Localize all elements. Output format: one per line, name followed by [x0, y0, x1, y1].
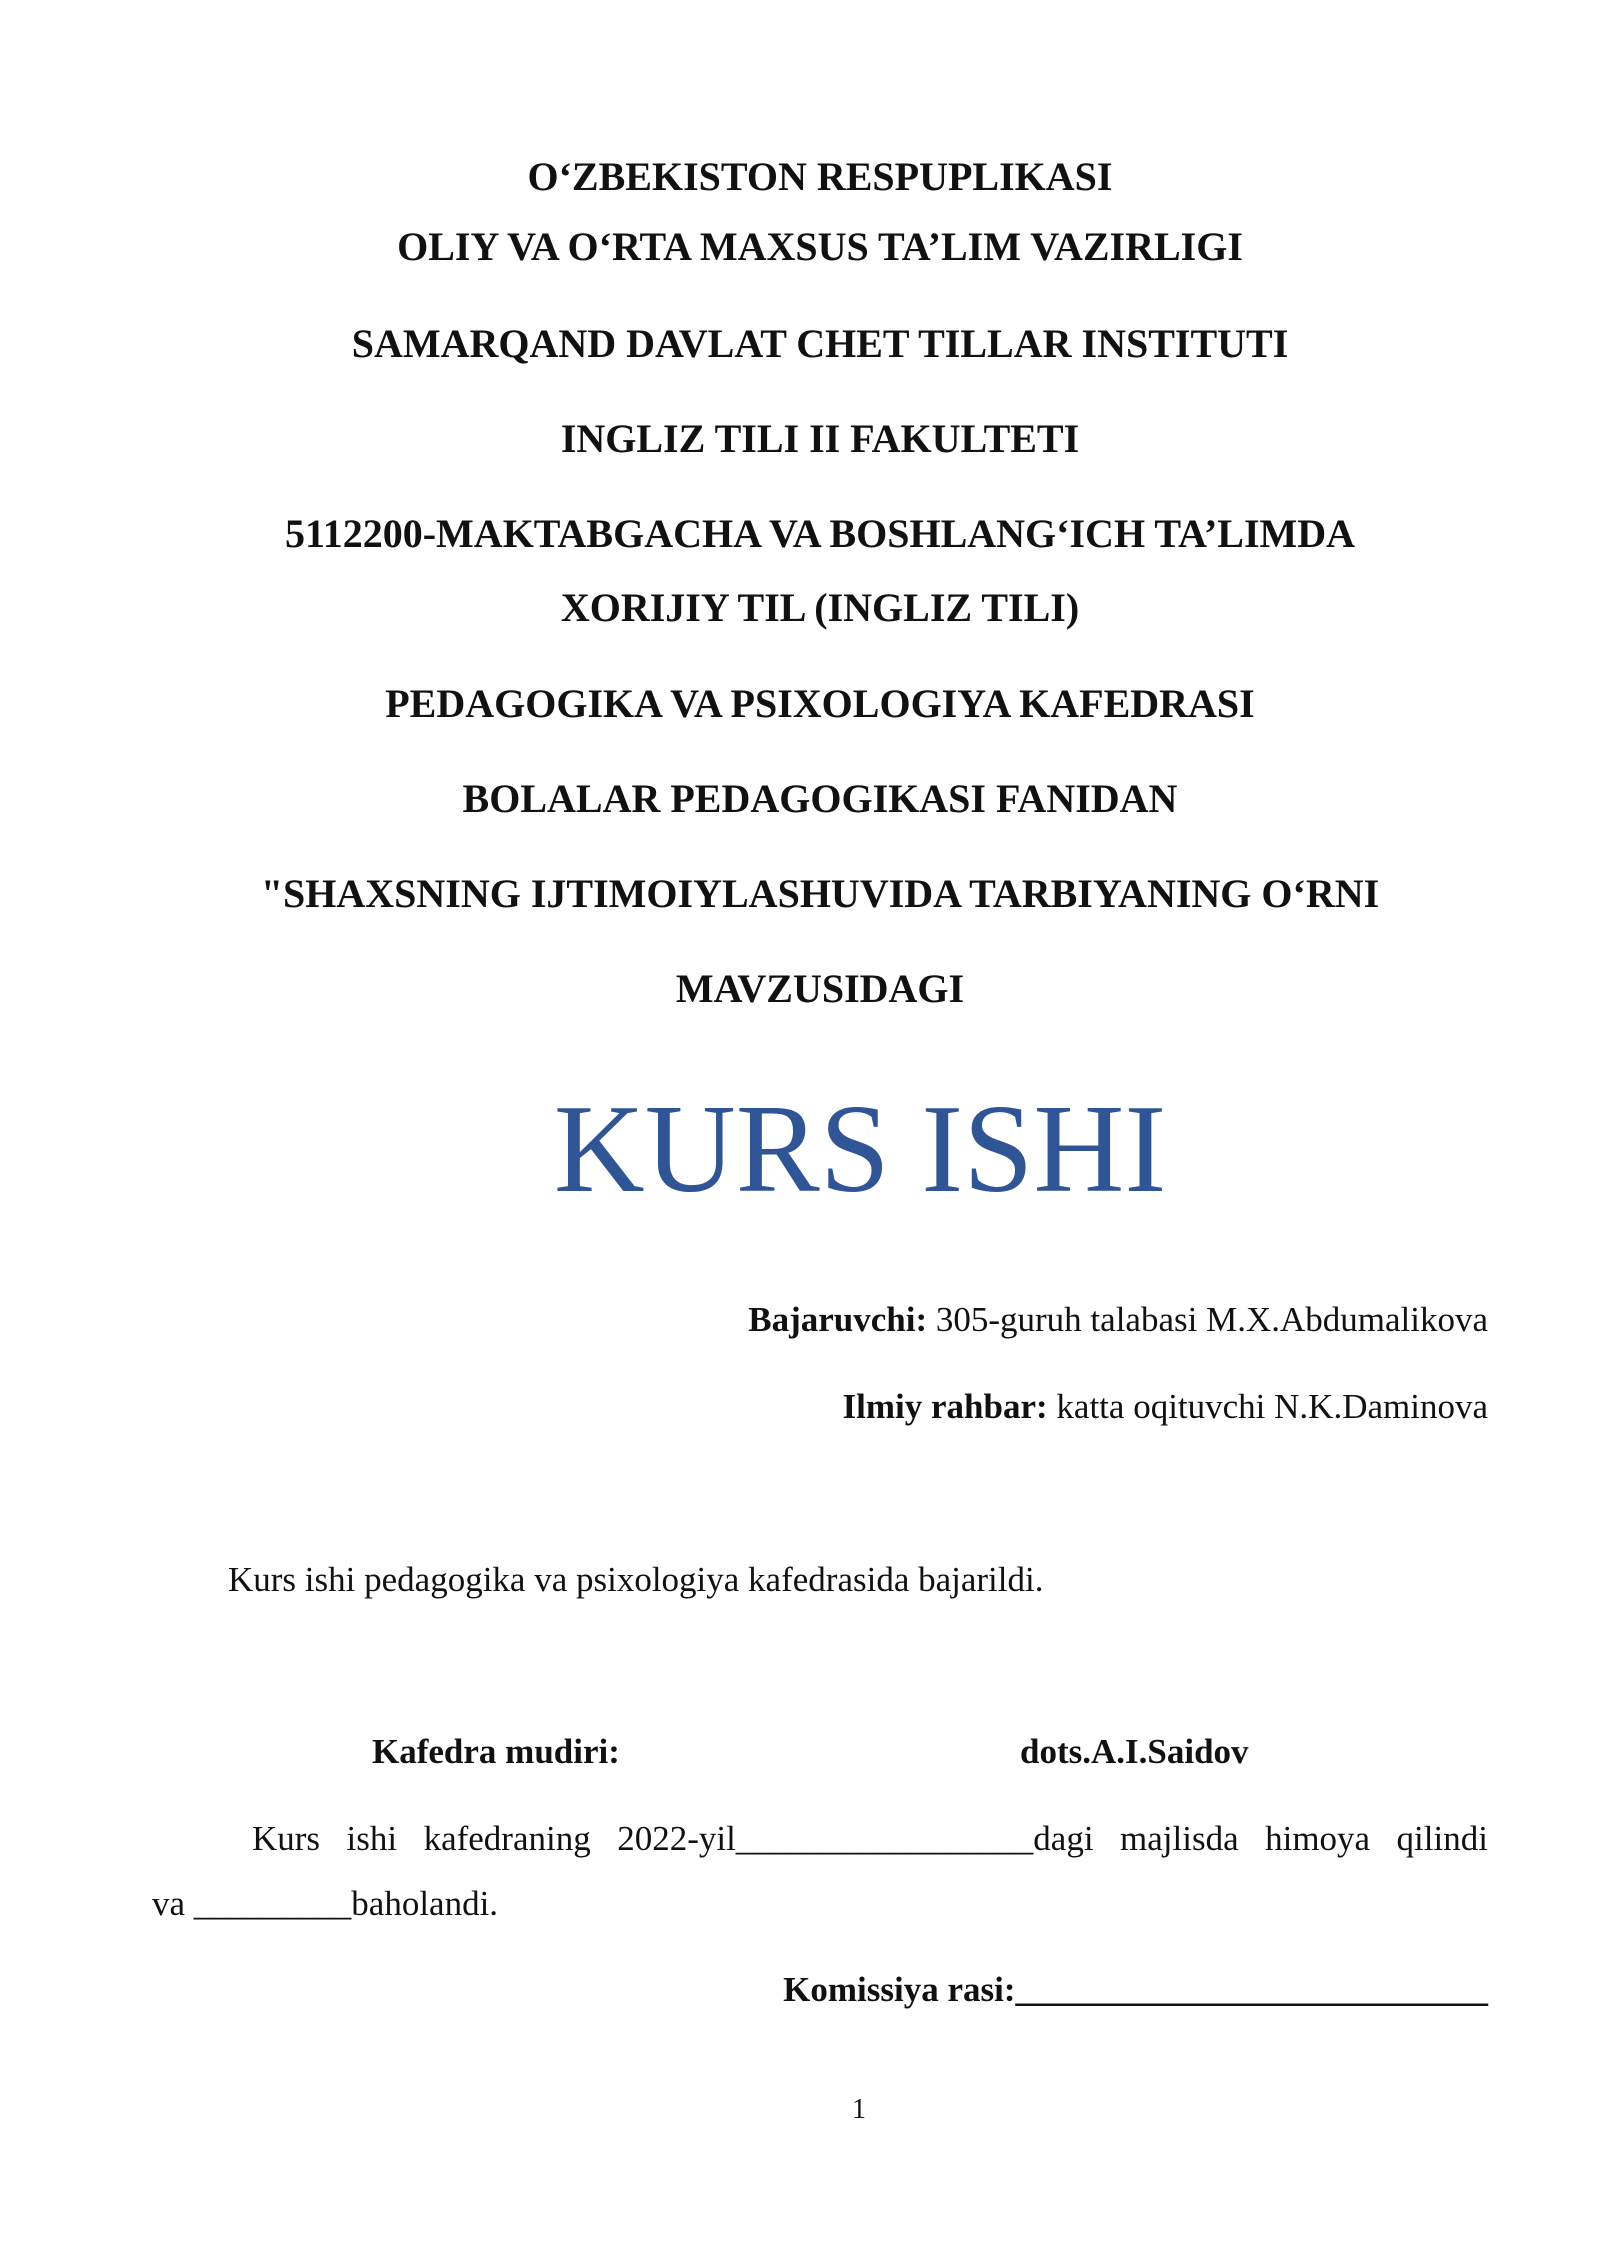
defense-word: Kurs — [252, 1819, 321, 1858]
performer-value: 305-guruh talabasi M.X.Abdumalikova — [927, 1300, 1488, 1339]
specialty-heading-line1: 5112200-MAKTABGACHA VA BOSHLANG‘ICH TA’LIMDA — [284, 511, 1356, 556]
completed-note: Kurs ishi pedagogika va psixologiya kafedrasida bajarildi. — [228, 1560, 1044, 1599]
department-heading: PEDAGOGIKA VA PSIXOLOGIYA KAFEDRASI — [385, 681, 1255, 726]
department-head-label: Kafedra mudiri: — [372, 1732, 620, 1771]
defense-date-blank: 2022-yil_________________dagi — [617, 1819, 1094, 1858]
performer-label: Bajaruvchi: — [748, 1300, 928, 1339]
page-number: 1 — [852, 2094, 866, 2125]
defense-word: majlisda — [1120, 1819, 1239, 1858]
supervisor-value: katta oqituvchi N.K.Daminova — [1047, 1387, 1488, 1426]
ministry-heading: OLIY VA O‘RTA MAXSUS TA’LIM VAZIRLIGI — [397, 224, 1243, 269]
commission-label: Komissiya rasi: — [783, 1970, 1016, 2009]
institute-heading: SAMARQAND DAVLAT CHET TILLAR INSTITUTI — [351, 321, 1289, 366]
subject-heading: BOLALAR PEDAGOGIKASI FANIDAN — [462, 776, 1178, 821]
country-heading: O‘ZBEKISTON RESPUPLIKASI — [527, 154, 1113, 199]
commission-signature-blank: ___________________________ — [1015, 1970, 1488, 2009]
supervisor-label: Ilmiy rahbar: — [842, 1387, 1048, 1426]
commission-line — [783, 1968, 1488, 2012]
topic-heading-line1: "SHAXSNING IJTIMOIYLASHUVIDA TARBIYANING O‘RNI — [260, 871, 1380, 916]
supervisor-line — [843, 1385, 1488, 1429]
defense-word: himoya — [1265, 1819, 1371, 1858]
department-head-name: dots.A.I.Saidov — [1020, 1732, 1249, 1771]
topic-heading-line2: MAVZUSIDAGI — [675, 966, 965, 1011]
defense-word: ishi — [346, 1819, 398, 1858]
performer-line — [748, 1298, 1488, 1342]
defense-line — [252, 1817, 1488, 1861]
defense-word: qilindi — [1396, 1819, 1488, 1858]
document-title: KURS ISHI — [553, 1080, 1167, 1219]
faculty-heading: INGLIZ TILI II FAKULTETI — [560, 416, 1080, 461]
defense-word: kafedraning — [423, 1819, 591, 1858]
grade-line: va _________baholandi. — [152, 1884, 499, 1923]
specialty-heading-line2: XORIJIY TIL (INGLIZ TILI) — [560, 585, 1080, 630]
